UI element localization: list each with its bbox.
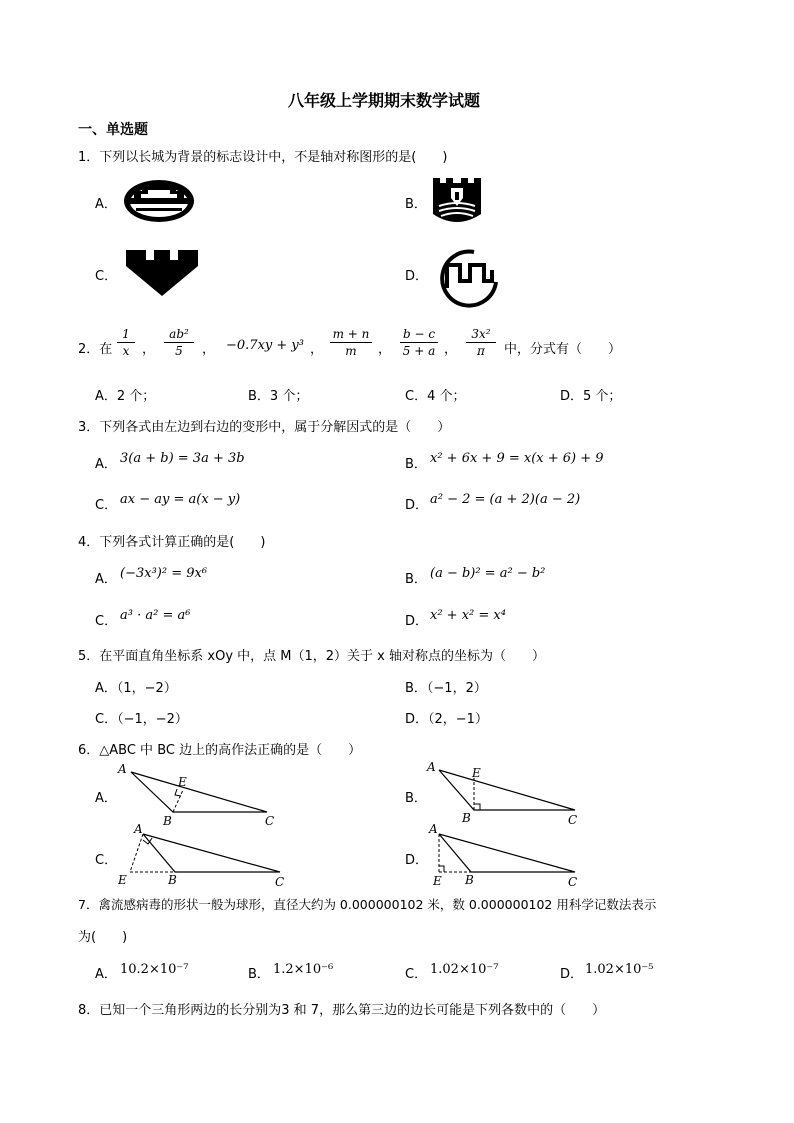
q2-frac-1	[117, 326, 135, 359]
q4-label-a[interactable]: A．	[95, 572, 117, 587]
q3-label-c[interactable]: C．	[95, 498, 118, 513]
q7-label-a[interactable]: A．	[95, 967, 117, 982]
q5-option-c[interactable]: C．（−1，−2）	[95, 712, 188, 727]
q2-frac-5-den: π	[477, 344, 485, 358]
q6-option-b[interactable]: B．	[405, 791, 427, 806]
q6c-label-c: C	[275, 875, 285, 889]
q6d-label-e: E	[433, 874, 442, 888]
q1-option-d[interactable]: D．	[405, 269, 429, 284]
q2-prefix: 2．在	[78, 342, 113, 357]
q4-label-c[interactable]: C．	[95, 614, 118, 629]
q6b-label-b: B	[462, 811, 471, 825]
q6c-label-b: B	[168, 873, 177, 887]
q2-frac-2	[164, 326, 194, 359]
q2-frac-4	[400, 326, 438, 359]
q2-option-b[interactable]: B．3 个；	[248, 389, 309, 404]
q7-option-a[interactable]: 10.2×10⁻⁷	[120, 962, 189, 977]
q2-frac-3-num: m + n	[332, 327, 370, 341]
q2-comma-1: ，	[142, 342, 156, 357]
q3-option-c[interactable]: ax − ay = a(x − y)	[120, 492, 241, 507]
page-title: 八年级上学期期末数学试题	[288, 91, 481, 110]
q3-option-b[interactable]: x² + 6x + 9 = x(x + 6) + 9	[430, 451, 604, 466]
q6d-label-b: B	[465, 873, 474, 887]
q3-stem: 3．下列各式由左边到右边的变形中，属于分解因式的是（ ）	[78, 420, 451, 435]
q6-figure-a	[115, 762, 285, 830]
q6a-label-e: E	[178, 775, 187, 789]
q5-option-a[interactable]: A．（1，−2）	[95, 681, 177, 696]
q2-comma-4: ，	[378, 342, 392, 357]
q2-frac-3-den: m	[345, 344, 357, 358]
q3-option-d[interactable]: a² − 2 = (a + 2)(a − 2)	[430, 492, 581, 507]
q1-option-a[interactable]: A．	[95, 197, 117, 212]
q1-option-c[interactable]: C．	[95, 269, 118, 284]
q7-stem-line2: 为( )	[78, 930, 128, 945]
q2-frac-1-num: 1	[122, 327, 130, 341]
q2-frac-1-den: x	[122, 344, 130, 358]
q7-label-d[interactable]: D．	[560, 967, 584, 982]
q6a-label-c: C	[265, 814, 275, 828]
q2-frac-5-num: 3x²	[471, 327, 491, 341]
q7-stem-line1: 7．禽流感病毒的形状一般为球形，直径大约为 0.000000102 米，数 0.000000102 用科学记数法表示	[78, 897, 657, 912]
q6-option-c[interactable]: C．	[95, 853, 118, 868]
q2-comma-2: ，	[202, 342, 216, 357]
q6-figure-d	[425, 822, 585, 890]
q5-option-b[interactable]: B．（−1，2）	[405, 681, 487, 696]
q4-option-a[interactable]: (−3x³)² = 9x⁶	[120, 566, 208, 581]
q2-option-a[interactable]: A．2 个；	[95, 389, 156, 404]
q6-option-a[interactable]: A．	[95, 791, 117, 806]
q2-comma-5: ，	[444, 342, 458, 357]
q6a-label-b: B	[163, 814, 172, 828]
q3-option-a[interactable]: 3(a + b) = 3a + 3b	[120, 451, 245, 466]
q7-label-c[interactable]: C．	[405, 967, 428, 982]
q6b-label-c: C	[568, 813, 578, 827]
q6b-label-a: A	[427, 760, 436, 774]
q8-stem: 8．已知一个三角形两边的长分别为3 和 7，那么第三边的边长可能是下列各数中的（ ）	[78, 1003, 606, 1018]
q4-option-b[interactable]: (a − b)² = a² − b²	[430, 566, 546, 581]
q2-frac-5	[466, 326, 496, 359]
q3-label-d[interactable]: D．	[405, 498, 429, 513]
q2-frac-4-den: 5 + a	[402, 344, 436, 358]
q6b-label-e: E	[472, 766, 481, 780]
q3-label-b[interactable]: B．	[405, 457, 427, 472]
q2-frac-3	[330, 326, 372, 359]
q2-option-c[interactable]: C．4 个；	[405, 389, 466, 404]
q6d-label-a: A	[429, 822, 438, 836]
q6d-label-c: C	[568, 875, 578, 889]
q2-frac-4-num: b − c	[402, 327, 436, 341]
q2-option-d[interactable]: D．5 个；	[560, 389, 622, 404]
q2-comma-3: ，	[310, 342, 324, 357]
section-heading: 一、单选题	[78, 122, 148, 138]
q6a-label-a: A	[118, 762, 127, 776]
q1-option-b[interactable]: B．	[405, 197, 427, 212]
q2-frac-2-den: 5	[175, 344, 183, 358]
q6-figure-b	[425, 760, 585, 828]
q4-label-d[interactable]: D．	[405, 614, 429, 629]
q6c-label-a: A	[134, 822, 143, 836]
q7-option-c[interactable]: 1.02×10⁻⁷	[430, 962, 499, 977]
q6c-label-e: E	[118, 873, 127, 887]
q5-option-d[interactable]: D．（2，−1）	[405, 712, 488, 727]
q6-figure-c	[115, 822, 290, 890]
q6-option-d[interactable]: D．	[405, 853, 429, 868]
q1-logo-c	[124, 248, 200, 298]
q7-label-b[interactable]: B．	[248, 967, 270, 982]
q4-stem: 4．下列各式计算正确的是( )	[78, 535, 266, 550]
q1-logo-d	[438, 248, 500, 306]
q4-option-d[interactable]: x² + x² = x⁴	[430, 608, 506, 623]
q1-logo-b	[431, 176, 483, 226]
q6-stem: 6．△ABC 中 BC 边上的高作法正确的是（ ）	[78, 743, 362, 758]
q2-expr-3: −0.7xy + y³	[226, 338, 304, 353]
q3-label-a[interactable]: A．	[95, 457, 117, 472]
q4-option-c[interactable]: a³ · a² = a⁶	[120, 608, 191, 623]
q7-option-d[interactable]: 1.02×10⁻⁵	[585, 962, 654, 977]
q7-option-b[interactable]: 1.2×10⁻⁶	[273, 962, 334, 977]
q1-logo-a	[122, 178, 196, 224]
q5-stem: 5．在平面直角坐标系 xOy 中，点 M（1，2）关于 x 轴对称点的坐标为（ ）	[78, 649, 546, 664]
q1-stem: 1．下列以长城为背景的标志设计中，不是轴对称图形的是( )	[78, 150, 448, 165]
q2-frac-2-num: ab²	[169, 327, 189, 341]
q2-suffix: 中，分式有（ ）	[504, 342, 622, 357]
q4-label-b[interactable]: B．	[405, 572, 427, 587]
